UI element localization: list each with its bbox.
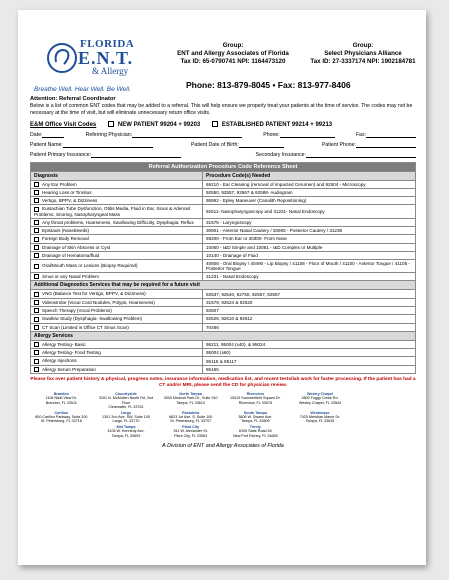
diagnosis-cell — [31, 349, 203, 357]
diagnosis-rows — [31, 180, 416, 281]
diagnosis-text: Allergy Testing- Food Testing — [42, 350, 101, 356]
location-address-line: Tampa, FL 33613 — [176, 400, 205, 405]
location-entry — [95, 425, 158, 438]
procedure-code-cell: 31231 - Nasal Endoscopy — [203, 273, 416, 281]
table-row — [31, 205, 416, 218]
new-patient-checkbox[interactable] — [108, 121, 114, 127]
table-row — [31, 365, 416, 373]
diagnosis-cell — [31, 226, 203, 234]
diagnosis-text: Allergy Serum Preparation — [42, 366, 96, 372]
table-row — [31, 290, 416, 298]
table-row — [31, 349, 416, 357]
diagnosis-text: Allergy Injections — [42, 358, 77, 364]
procedure-code-cell: 70486 — [203, 323, 416, 331]
procedure-code-cell: 95211, 95004 (x40), & 95024 — [203, 340, 416, 348]
group-label: Group: — [222, 42, 244, 49]
diagnosis-cell — [31, 315, 203, 323]
location-name: Pasadena — [182, 410, 200, 415]
location-address-line: 8105 State Road 54 — [238, 429, 272, 434]
location-entry — [30, 411, 93, 424]
table-row — [31, 340, 416, 348]
procedure-code-cell: 95115 & 95117 — [203, 357, 416, 365]
procedure-code-cell: 10060 - I&D Simple and 10061 - I&D Complex or Multiple — [203, 243, 416, 251]
location-address-line: St. Petersburg, FL 33716 — [40, 419, 82, 424]
division-footer: A Division of ENT and Allergy Associates of Florida — [162, 442, 284, 449]
location-entry — [353, 392, 416, 410]
diagnosis-checkbox[interactable] — [34, 350, 39, 355]
diagnosis-checkbox[interactable] — [34, 367, 39, 372]
location-address-line: Clearwater, FL 33761 — [108, 405, 144, 410]
fax-label: Fax: — [355, 131, 366, 138]
procedure-code-cell: 30901 - Anterior Nasal Cautery / 30905 - Posterior Cautery / 31238 — [203, 226, 416, 234]
table-row — [31, 251, 416, 259]
dob-field[interactable] — [239, 143, 284, 148]
table-row — [31, 180, 416, 188]
location-address-line: Tampa, FL 33609 — [241, 419, 270, 424]
col-header-procedure: Procedure Code(s) Needed — [203, 171, 416, 180]
procedure-code-cell: 40808 - Oral Biopsy / 40490 - Lip Biopsy / 41108 - Floor of Mouth / 41100 - Anterior Tongue / 41105 - Posterior Tongue — [203, 260, 416, 273]
diagnosis-cell — [31, 218, 203, 226]
group-name: Select Physicians Alliance — [324, 50, 402, 57]
ear-logo-icon — [46, 42, 78, 74]
procedure-code-cell: 92526, 92610 & 92612 — [203, 315, 416, 323]
dob-label: Patient Date of Birth: — [190, 141, 239, 148]
location-entry — [353, 411, 416, 424]
diagnosis-text: Any throat problems, Hoarseness, Swallowing Difficulty, Dysphagia, Reflux — [42, 219, 194, 225]
location-address-line: Largo, FL 33770 — [112, 419, 140, 424]
diagnosis-cell — [31, 180, 203, 188]
table-row — [31, 197, 416, 205]
referring-label: Referring Physician: — [85, 131, 133, 138]
diagnosis-checkbox[interactable] — [34, 325, 39, 330]
diagnosis-checkbox[interactable] — [34, 317, 39, 322]
diagnosis-checkbox[interactable] — [34, 292, 39, 297]
procedure-code-cell: 69200 - From Ear or 30300- From Nose — [203, 235, 416, 243]
diagnosis-text: Sinus or any Nasal Problem — [42, 274, 99, 280]
procedure-code-cell: 31575 - Laryngoscopy — [203, 218, 416, 226]
logo-text-allergy: & Allergy — [92, 66, 129, 76]
procedure-code-cell: 95165 — [203, 365, 416, 373]
table-title: Referral Authorization Procedure Code Reference Sheet — [31, 162, 416, 171]
diagnosis-text: Vertigo, BPPV, & Dizziness — [42, 198, 98, 204]
additional-diagnostics-rows — [31, 290, 416, 331]
diagnosis-checkbox[interactable] — [34, 220, 39, 225]
location-address-line: Tampa, FL 33609 — [111, 433, 141, 438]
diagnosis-text: Swallow Study (Dysphagia- Swallowing Problem) — [42, 316, 143, 322]
location-address-line: 3151 N. McMullen Booth Rd, 2nd Floor — [98, 396, 154, 405]
diagnosis-text: Foreign Body Removal — [42, 236, 89, 242]
phone-field[interactable] — [280, 133, 335, 138]
table-row — [31, 243, 416, 251]
diagnosis-cell — [31, 357, 203, 365]
location-address-line: 6623 1st Ave. S, Suite 100 — [168, 414, 213, 419]
attention-heading: Attention: Referral Coordinator — [30, 96, 116, 102]
location-address-line: New Port Richey, FL 34655 — [232, 433, 278, 438]
location-entry — [95, 411, 158, 424]
diagnosis-cell — [31, 298, 203, 306]
location-address-line: Riverview, FL 33578 — [238, 400, 272, 405]
section-additional-diagnostics: Additional Diagnostics Services that may be required for a future visit — [31, 281, 416, 290]
group-name: ENT and Allergy Associates of Florida — [177, 50, 289, 57]
diagnosis-cell — [31, 205, 203, 218]
location-address-line: Plant City, FL 33563 — [174, 433, 208, 438]
phone-label: Phone: — [263, 131, 280, 138]
diagnosis-text: Drainage of Hematoma/fluid — [42, 252, 100, 258]
table-row — [31, 298, 416, 306]
procedure-code-cell: 92537, 92540, 92750, 92557, 92567 — [203, 290, 416, 298]
primary-insurance-field[interactable] — [91, 153, 181, 158]
group-ids: Tax ID: 65-0790741 NPI: 1164473120 — [180, 58, 286, 65]
location-entry — [159, 392, 222, 410]
table-row — [31, 273, 416, 281]
diagnosis-checkbox[interactable] — [34, 308, 39, 313]
logo-text-florida: FLORIDA — [80, 38, 135, 50]
group-select-physicians — [298, 42, 426, 66]
location-name: Brandon — [53, 391, 69, 396]
procedure-code-cell: 10140 - Drainage of Fluid — [203, 251, 416, 259]
diagnosis-checkbox[interactable] — [34, 300, 39, 305]
location-name: Westchase — [310, 410, 330, 415]
allergy-services-rows — [31, 340, 416, 373]
established-patient-checkbox[interactable] — [212, 121, 218, 127]
section-allergy-services: Allergy Services — [31, 331, 416, 340]
location-address-line: 3000 Medical Park Dr., Suite 310 — [163, 396, 218, 401]
location-entry — [289, 392, 352, 410]
location-name: Trinity — [249, 424, 261, 429]
diagnosis-cell — [31, 365, 203, 373]
secondary-insurance-label: Secondary Insurance: — [255, 151, 306, 158]
insurance-row — [30, 152, 416, 158]
location-entry — [30, 425, 93, 438]
group-ent-allergy — [168, 42, 298, 66]
patient-name-label: Patient Name: — [30, 141, 63, 148]
diagnosis-checkbox[interactable] — [34, 264, 39, 269]
procedure-code-cell: 92507 — [203, 306, 416, 314]
diagnosis-checkbox[interactable] — [34, 198, 39, 203]
location-address-line: 7425 Meridian Manor Dr. — [299, 414, 341, 419]
group-ids: Tax ID: 27-3337174 NPI: 1902184781 — [310, 58, 416, 65]
diagnosis-checkbox[interactable] — [34, 237, 39, 242]
diagnosis-cell — [31, 197, 203, 205]
phone-fax-line: Phone: 813-879-8045 • Fax: 813-977-8406 — [186, 80, 351, 90]
diagnosis-cell — [31, 323, 203, 331]
procedure-code-cell: 31579, 92524 & 92520 — [203, 298, 416, 306]
location-address-line: St. Petersburg, FL 33707 — [170, 419, 212, 424]
diagnosis-checkbox[interactable] — [34, 182, 39, 187]
date-field[interactable] — [42, 133, 64, 138]
diagnosis-cell — [31, 306, 203, 314]
location-entry — [159, 425, 222, 438]
diagnosis-text: VNG (Balance Test for Vertigo, BPPV, & Dizziness) — [42, 291, 146, 297]
diagnosis-text: Allergy Testing- Basic — [42, 341, 86, 347]
primary-insurance-label: Patient Primary Insurance: — [30, 151, 92, 158]
diagnosis-text: Drainage of Skin Abscess or Cyst — [42, 244, 111, 250]
location-entry — [289, 411, 352, 424]
diagnosis-cell — [31, 188, 203, 196]
logo-text-ent: E.N.T. — [78, 48, 134, 68]
location-address-line: 2800 Foggy Creek Rd. — [301, 396, 339, 401]
location-entry — [289, 425, 352, 438]
form-body — [30, 94, 416, 449]
em-codes-row — [30, 121, 416, 128]
location-address-line: 3105 W. Kennedy Ave. — [107, 429, 145, 434]
office-locations — [30, 392, 416, 438]
procedure-code-cell: 95004 (x60) — [203, 349, 416, 357]
established-patient-label: ESTABLISHED PATIENT 99214 + 99213 — [221, 121, 333, 128]
patient-info-row — [30, 142, 416, 148]
location-address-line: 1301 2nd Ave. SW, Suite 100 — [102, 414, 150, 419]
diagnosis-text: Hearing Loss or Tinnitus — [42, 189, 92, 195]
location-name: Largo — [120, 410, 132, 415]
location-name: Riverview — [246, 391, 264, 396]
location-address-line: 10015 Summerfield Square Dr. — [230, 396, 281, 401]
location-address-line: Wesley Chapel, FL 33544 — [298, 400, 342, 405]
location-name: Mid Tampa — [116, 424, 136, 429]
procedure-code-cell: 69210 - Ear Cleaning (removal of impacted Cerumen) and 92504 - Microscopy — [203, 180, 416, 188]
diagnosis-checkbox[interactable] — [34, 245, 39, 250]
secondary-insurance-field[interactable] — [306, 153, 416, 158]
diagnosis-text: Epistaxis (Nosebleeds) — [42, 227, 89, 233]
location-address-line: 511 W. Alexander St. — [173, 429, 208, 434]
procedure-code-table — [30, 162, 416, 374]
diagnosis-text: Oral/Mouth Mass or Lesions (Biopsy Required) — [42, 263, 138, 269]
location-name: Countryside — [115, 391, 137, 396]
location-entry — [30, 392, 93, 410]
location-name: Carillon — [54, 410, 69, 415]
diagnosis-cell — [31, 243, 203, 251]
procedure-code-cell: 92550, 92557, 92567 & 92588- Audiogram — [203, 188, 416, 196]
procedure-code-cell: 95992 - Epley Maneuver (Canalith Repositioning) — [203, 197, 416, 205]
referring-field[interactable] — [132, 133, 242, 138]
procedure-code-cell: 92511- Nasopharyngoscopy and 31231- Nasal Endoscopy — [203, 205, 416, 218]
diagnosis-cell — [31, 235, 203, 243]
fax-instructions-note: Please fax over patient history & physical, progress notes, insurance information, medication list, and recent tests/lab work for faster processing. If the patient has had a CT and/or MRI, please send the CD for physician review. — [30, 376, 416, 388]
location-address-line: Tampa, FL 33635 — [305, 419, 335, 424]
location-address-line: 800 Carillon Parkway, Suite 200 — [35, 414, 88, 419]
location-entry — [159, 411, 222, 424]
patient-phone-label: Patient Phone: — [321, 141, 356, 148]
referral-form-page — [18, 10, 426, 565]
table-row — [31, 260, 416, 273]
location-address-line: 3806 W. Swann Ave. — [238, 414, 273, 419]
tagline: Breathe Well. Hear Well. Be Well. — [34, 86, 131, 93]
table-row — [31, 218, 416, 226]
table-row — [31, 323, 416, 331]
table-row — [31, 226, 416, 234]
location-name: Wesley Chapel — [307, 391, 333, 396]
patient-phone-field[interactable] — [356, 143, 416, 148]
location-entry — [224, 411, 287, 424]
table-row — [31, 315, 416, 323]
diagnosis-text: Videostrobe (Vocal Cord Nodules, Polyps, Hoarseness) — [42, 299, 155, 305]
diagnosis-checkbox[interactable] — [34, 342, 39, 347]
location-address-line: 1108 Nikki View Dr. — [45, 396, 78, 401]
location-address-line: Brandon, FL 33511 — [45, 400, 77, 405]
diagnosis-checkbox[interactable] — [34, 253, 39, 258]
fax-field[interactable] — [366, 133, 416, 138]
diagnosis-checkbox[interactable] — [34, 274, 39, 279]
diagnosis-cell — [31, 290, 203, 298]
diagnosis-checkbox[interactable] — [34, 190, 39, 195]
col-header-diagnosis: Diagnosis — [31, 171, 203, 180]
group-label: Group: — [352, 42, 374, 49]
header — [18, 10, 426, 93]
diagnosis-cell — [31, 273, 203, 281]
date-label: Date: — [30, 131, 43, 138]
diagnosis-cell — [31, 260, 203, 273]
diagnosis-text: CT Scan (Limited in Office CT Sinus Scan) — [42, 324, 129, 330]
table-row — [31, 188, 416, 196]
table-row — [31, 357, 416, 365]
location-entry — [224, 392, 287, 410]
referral-info-row — [30, 132, 416, 138]
table-row — [31, 306, 416, 314]
location-name: South Tampa — [243, 410, 267, 415]
location-name: North Tampa — [179, 391, 202, 396]
new-patient-label: NEW PATIENT 99204 + 99203 — [117, 121, 201, 128]
diagnosis-checkbox[interactable] — [34, 228, 39, 233]
diagnosis-text: Any Ear Problem — [42, 181, 77, 187]
em-codes-title: E&M Office Visit Codes — [30, 121, 97, 128]
diagnosis-cell — [31, 251, 203, 259]
diagnosis-text: Eustachian Tube Dysfunction, Otitis Media, Fluid in Ear, Sinus & Adenoid Problems, Snoring, Nasopharyngeal Mass — [34, 206, 191, 217]
location-name: Plant City — [182, 424, 200, 429]
table-row — [31, 235, 416, 243]
diagnosis-text: Speech Therapy (Vocal Problems) — [42, 307, 112, 313]
diagnosis-checkbox[interactable] — [34, 359, 39, 364]
location-entry — [224, 425, 287, 438]
intro-paragraph: Below is a list of common ENT codes that may be added to a referral. This will help ensure we properly treat your patients at the time of service. The codes may not be necessary at the time of visit, but will eliminate unnecessary return office visits. — [30, 103, 413, 116]
patient-name-field[interactable] — [63, 143, 153, 148]
location-entry — [353, 425, 416, 438]
location-entry — [95, 392, 158, 410]
diagnosis-cell — [31, 340, 203, 348]
